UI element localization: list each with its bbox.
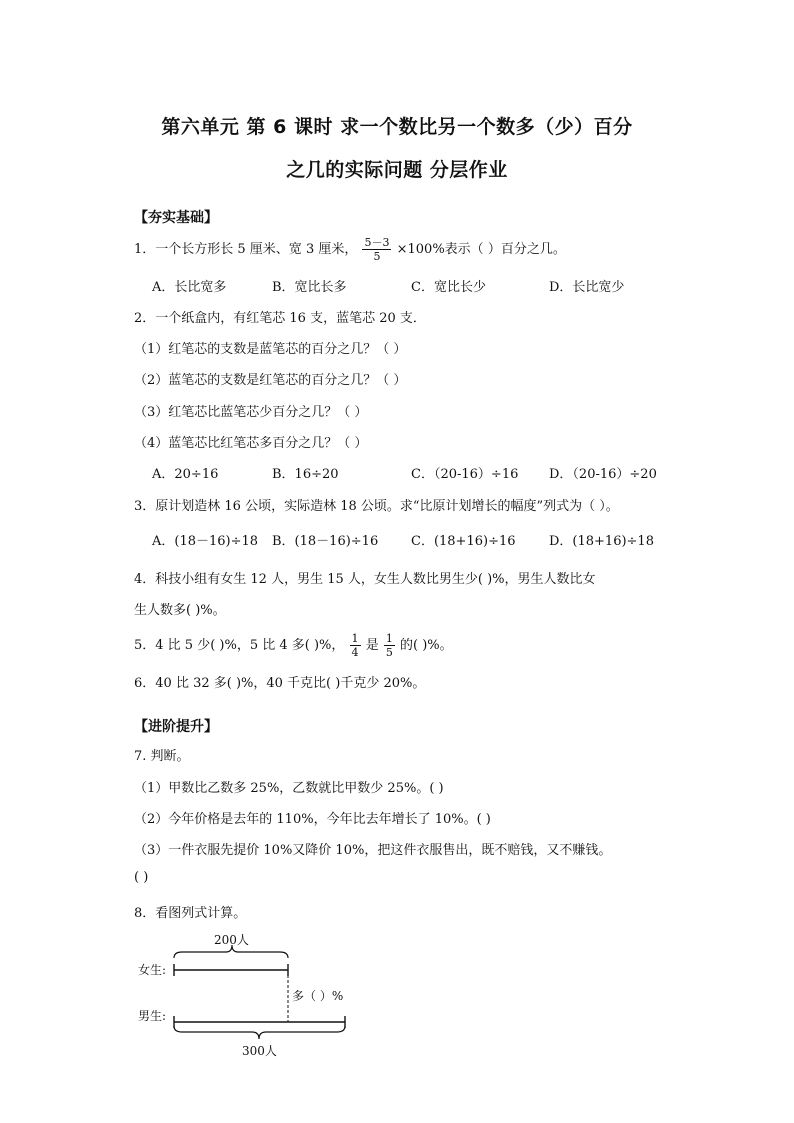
girls-label: 女生:	[138, 963, 167, 977]
q2-option-d: D．（20-16）÷20	[549, 467, 657, 482]
q3-option-c: C．(18+16)÷16	[411, 534, 516, 549]
q7-sub-1: （1）甲数比乙数多 25%，乙数就比甲数少 25%。( )	[134, 781, 444, 796]
q3-option-b: B．(18－16)÷16	[272, 534, 379, 549]
q7-sub-2: （2）今年价格是去年的 110%，今年比去年增长了 10%。( )	[134, 812, 491, 827]
page-title-line1: 第六单元 第 6 课时 求一个数比另一个数多（少）百分	[161, 116, 633, 138]
q5-fraction-1	[350, 632, 361, 659]
q5-fraction-1-denominator: 4	[351, 646, 359, 659]
q2-sub-1: （1）红笔芯的支数是蓝笔芯的百分之几？（ ）	[134, 342, 407, 357]
q1-suffix: ×100%表示（ ）百分之几。	[396, 242, 566, 257]
question-5	[134, 632, 453, 659]
question-7-stem: 7. 判断。	[134, 749, 190, 764]
question-4-line2: 生人数多( )%。	[134, 603, 226, 618]
q5-fraction-2	[384, 632, 395, 659]
question-2-stem: 2．一个纸盒内，有红笔芯 16 支，蓝笔芯 20 支．	[134, 311, 426, 326]
q7-sub-3-answer-blank: ( )	[134, 870, 149, 885]
boys-value-label: 300人	[242, 1044, 277, 1058]
q2-option-a: A．20÷16	[152, 467, 219, 482]
question-4-line1: 4．科技小组有女生 12 人，男生 15 人，女生人数比男生少( )%，男生人数比女	[134, 572, 596, 587]
section-advanced-heading: 【进阶提升】	[134, 719, 218, 735]
question-3-stem: 3．原计划造林 16 公顷，实际造林 18 公顷。求“比原计划增长的幅度”列式为（ ）。	[134, 499, 619, 514]
q3-option-d: D．(18+16)÷18	[549, 534, 654, 549]
q1-option-d: D．长比宽少	[549, 280, 625, 295]
q1-fraction-numerator: 5－3	[364, 236, 390, 249]
q1-option-b: B．宽比长多	[272, 280, 347, 295]
q2-sub-3: （3）红笔芯比蓝笔芯少百分之几？（ ）	[134, 405, 368, 420]
q5-fraction-2-denominator: 5	[385, 646, 393, 659]
question-6: 6．40 比 32 多( )%，40 千克比( )千克少 20%。	[134, 676, 426, 691]
q1-option-a: A．长比宽多	[152, 280, 227, 295]
q1-option-c: C．宽比长少	[411, 280, 486, 295]
q2-option-c: C．（20-16）÷16	[411, 467, 519, 482]
q5-part1: 5．4 比 5 少( )%，5 比 4 多( )%，	[134, 638, 345, 653]
q3-option-a: A．(18－16)÷18	[152, 534, 259, 549]
q5-mid: 是	[365, 638, 379, 653]
q1-fraction	[362, 236, 391, 263]
q2-option-b: B．16÷20	[272, 467, 339, 482]
page-title-line2: 之几的实际问题 分层作业	[286, 159, 508, 181]
q7-sub-3: （3）一件衣服先提价 10%又降价 10%，把这件衣服售出，既不赔钱，又不赚钱。	[134, 843, 612, 858]
section-basic-heading: 【夯实基础】	[134, 210, 218, 226]
girls-value-label: 200人	[214, 933, 249, 947]
difference-annotation: 多（ ）%	[292, 989, 344, 1003]
q5-fraction-1-numerator: 1	[351, 632, 359, 645]
q5-part2: 的( )%。	[399, 638, 453, 653]
question-1	[134, 236, 566, 263]
q5-fraction-2-numerator: 1	[385, 632, 393, 645]
q8-line-segment-diagram	[130, 930, 390, 1060]
question-8-stem: 8．看图列式计算。	[134, 906, 247, 921]
q2-sub-2: （2）蓝笔芯的支数是红笔芯的百分之几？（ ）	[134, 373, 407, 388]
q1-fraction-denominator: 5	[373, 250, 381, 263]
q1-prefix: 1．一个长方形长 5 厘米、宽 3 厘米，	[134, 242, 358, 257]
q2-sub-4: （4）蓝笔芯比红笔芯多百分之几？（ ）	[134, 436, 368, 451]
boys-brace	[174, 1026, 345, 1039]
boys-label: 男生:	[138, 1009, 167, 1023]
